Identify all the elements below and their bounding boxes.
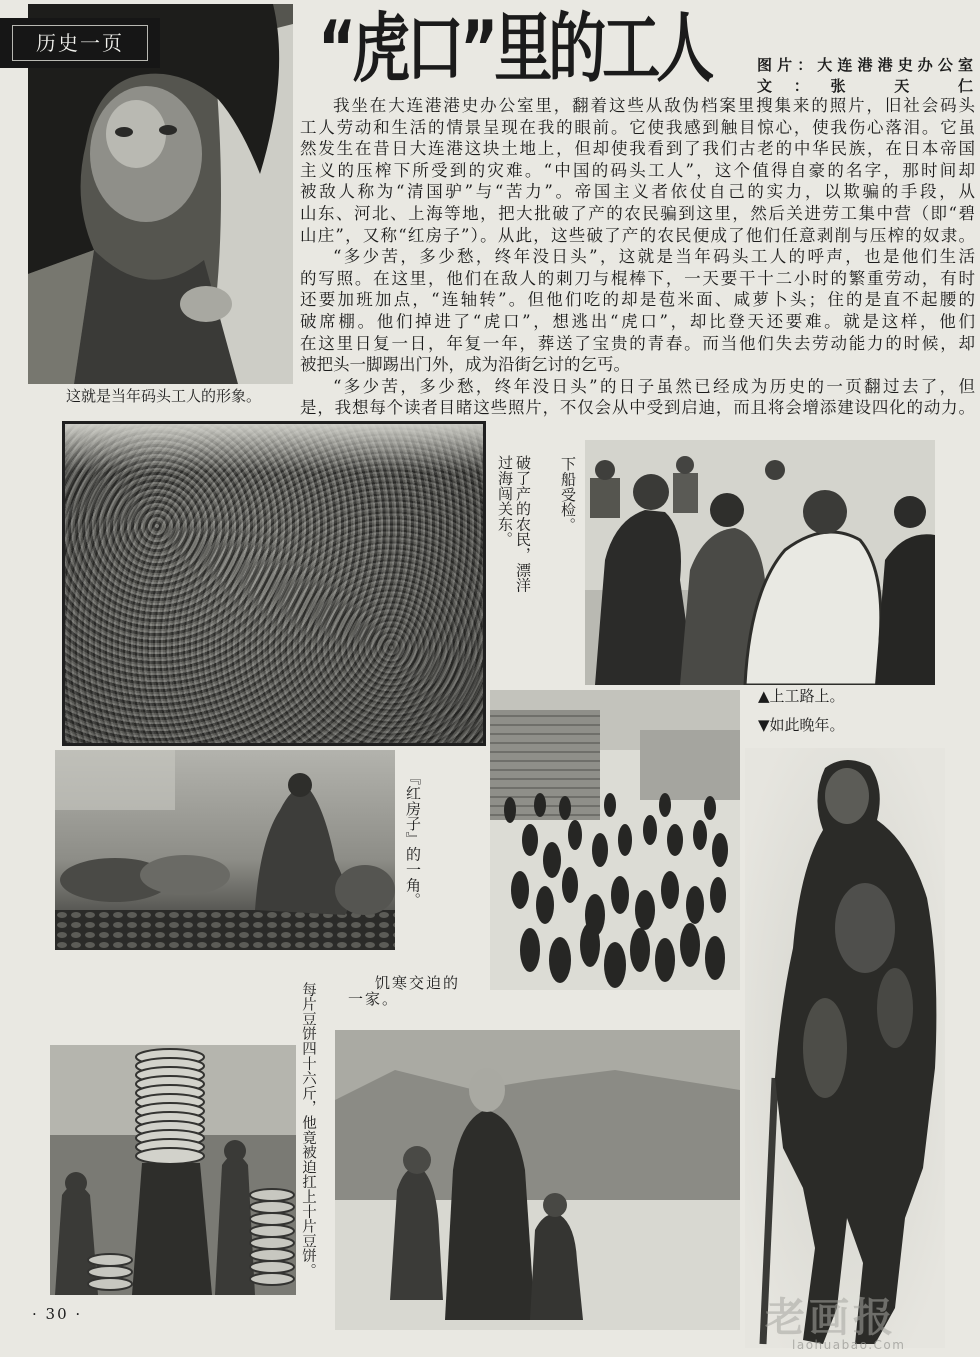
article-line: 山东、河北、上海等地，把大批破了产的农民骗到这里，然后关进劳工集中营（即“碧: [300, 203, 975, 223]
article-line: 我坐在大连港港史办公室里，翻着这些从敌伪档案里搜集来的照片，旧社会码头: [333, 96, 975, 115]
article-line: “多少苦，多少愁，终年没日头”，这就是当年码头工人的呼声，也是他们生活: [333, 247, 975, 267]
photo-migrants-on-ship: [62, 421, 486, 746]
porter-figure: [132, 1163, 212, 1295]
article-line: 的写照。在这里，他们在敌人的刺刀与棍棒下，一天要干十二小时的繁重劳动，有时: [300, 268, 975, 288]
photo-credit: 图片：大连港港史办公室: [757, 56, 973, 74]
article-title: “虎口”里的工人: [318, 8, 711, 89]
caption-on-the-way: ▲上工路上。: [758, 687, 845, 705]
article-line: 被把头一脚踢出门外，成为沿街乞讨的乞丐。: [300, 355, 630, 375]
caption-family-line1: 饥寒交迫的: [375, 974, 461, 992]
caption-ship-inspection: 下船受检。: [559, 456, 577, 533]
photo-workers-on-the-way: [585, 440, 935, 685]
article-line: 然发生在昔日大连港这块土地上，但却使我看到了我们古老的中华民族，在日本帝国: [300, 139, 975, 159]
page-number: · 30 ·: [32, 1305, 83, 1323]
article-line: 在这里日复一日，年复一年，葬送了宝贵的青春。而当他们失去劳动能力的时候，却: [300, 333, 975, 353]
caption-family-line2: 一家。: [348, 990, 400, 1008]
caption-old-age: ▼如此晚年。: [758, 716, 845, 734]
article-line: 还要加班加点，“连轴转”。但他们吃的却是苞米面、咸萝卜头；住的是直不起腰的: [300, 290, 975, 310]
section-badge: [0, 18, 160, 68]
photo-old-beggar: [745, 748, 945, 1348]
article-line: 工人劳动和生活的情景呈现在我的眼前。它使我感到触目惊心，使我伤心落泪。它虽: [300, 117, 975, 137]
article-line: 山庄”，又称“红房子”）。从此，这些破了产的农民便成了他们任意剥削与压榨的奴隶。: [300, 225, 975, 245]
article-body: [300, 95, 975, 419]
caption-dock-worker: 这就是当年码头工人的形象。: [66, 387, 262, 405]
article-line: “多少苦，多少愁，终年没日头”的日子虽然已经成为历史的一页翻过去了，但: [333, 376, 975, 396]
article-line: 被敌人称为“清国驴”与“苦力”。帝国主义者依仗自己的实力，以欺骗的手段，从: [300, 182, 975, 202]
photo-red-house-corner: [55, 750, 395, 950]
photo-beancake-porter: [50, 1045, 296, 1295]
photo-walking-crowd: [490, 690, 740, 990]
caption-migrants-col1: 破了产的农民，漂洋: [514, 455, 532, 593]
caption-migrants-col2: 过海闯关东。: [496, 455, 514, 547]
author-credit: 文：张 天 仁: [757, 77, 973, 95]
article-line: 是，我想每个读者目睹这些照片，不仅会从中受到启迪，而且将会增添建设四化的动力。: [300, 398, 975, 418]
caption-beancake: 每片豆饼四十六斤，他竟被迫扛上十片豆饼。: [300, 982, 316, 1278]
article-line: 主义的压榨下所受到的灾难。“中国的码头工人”，这个值得自豪的名字，那时间却: [300, 160, 975, 180]
caption-red-house: 『红房子』的一角。: [404, 770, 422, 908]
watermark-logo: 老画报: [765, 1295, 897, 1341]
section-badge-label: 历史一页: [12, 25, 148, 61]
article-line: 破席棚。他们掉进了“虎口”，想逃出“虎口”，却比登天还要难。就是这样，他们: [300, 311, 975, 331]
photo-hungry-family: [335, 1030, 740, 1330]
beancake-stack: [136, 1049, 204, 1164]
watermark-site: laohuabao.Com: [792, 1338, 906, 1352]
